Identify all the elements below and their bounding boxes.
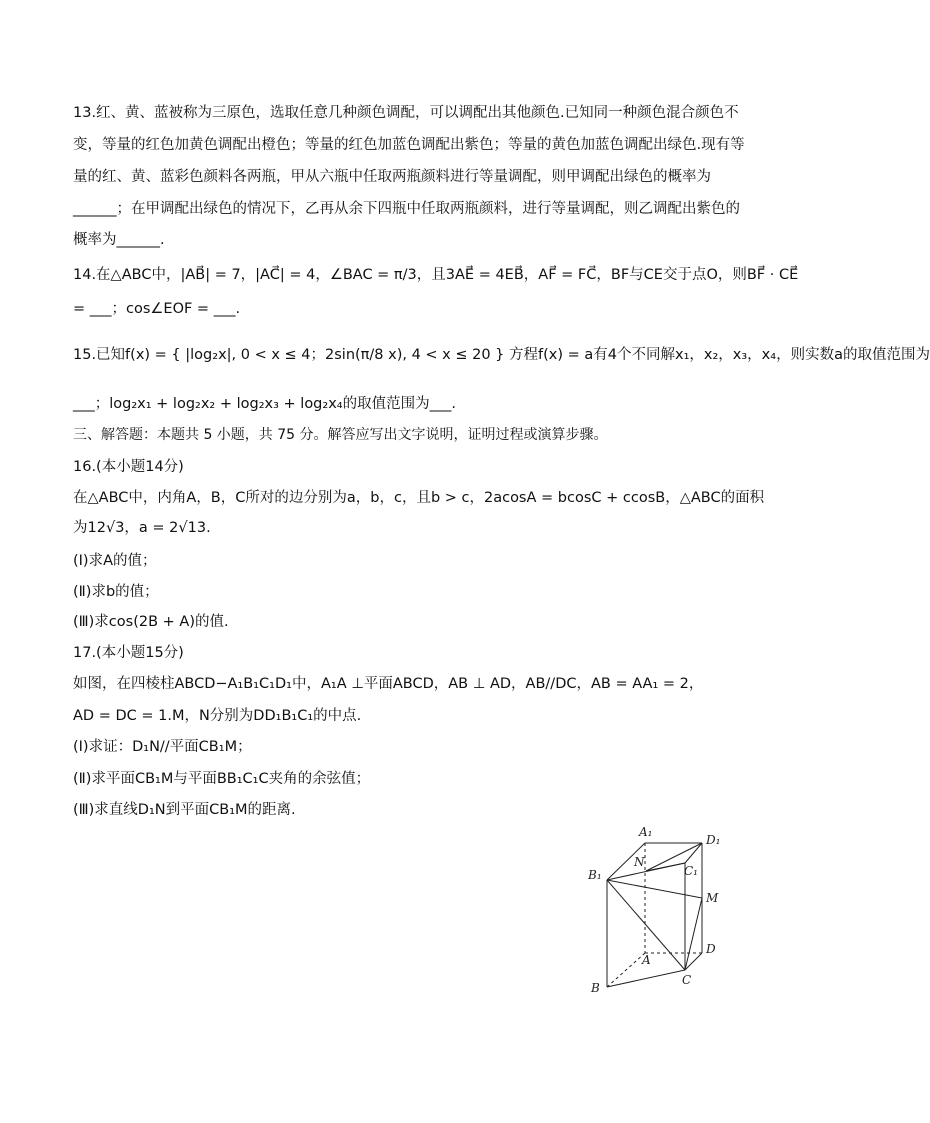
q15-line-2: ___；log₂x₁ + log₂x₂ + log₂x₃ + log₂x₄的取值范围为___. — [73, 396, 456, 412]
label-d: D — [706, 942, 716, 956]
q16-part-3: (Ⅲ)求cos(2B + A)的值. — [73, 614, 229, 630]
section-header: 三、解答题：本题共 5 小题，共 75 分。解答应写出文字说明，证明过程或演算步骤。 — [73, 427, 608, 443]
segment-c-m — [685, 898, 702, 970]
label-a: A — [642, 953, 651, 967]
q16-line-1: 在△ABC中，内角A，B，C所对的边分别为a，b，c，且b > c，2acosA = bcosC + ccosB，△ABC的面积 — [73, 490, 765, 506]
q13-line-3: 量的红、黄、蓝彩色颜料各两瓶，甲从六瓶中任取两瓶颜料进行等量调配，则甲调配出绿色的概率为 — [73, 169, 711, 185]
edge-b-c — [607, 970, 685, 987]
q15-line-1: 15.已知f(x) = { |log₂x|, 0 < x ≤ 4；2sin(π/8 x), 4 < x ≤ 20 } 方程f(x) = a有4个不同解x₁，x₂，x₃，x₄，则实数a的取值范围为 — [73, 347, 930, 363]
q14-line-2: = ___；cos∠EOF = ___. — [73, 301, 241, 317]
q16-title: 16.(本小题14分) — [73, 459, 184, 475]
label-c: C — [682, 973, 692, 987]
q17-line-2: AD = DC = 1.M，N分别为DD₁B₁C₁的中点. — [73, 708, 362, 724]
q17-part-1: (Ⅰ)求证：D₁N//平面CB₁M； — [73, 739, 252, 755]
label-m: M — [706, 891, 719, 905]
q16-part-2: (Ⅱ)求b的值； — [73, 584, 159, 600]
q13-line-4: ______；在甲调配出绿色的情况下，乙再从余下四瓶中任取两瓶颜料，进行等量调配，则乙调配出紫色的 — [73, 201, 740, 217]
segment-n-c1 — [646, 863, 685, 871]
q16-part-1: (Ⅰ)求A的值； — [73, 553, 157, 569]
edge-c-d — [685, 953, 702, 970]
edge-d1-c1 — [685, 843, 702, 863]
q14-line-1: 14.在△ABC中，|AB⃗| = 7，|AC⃗| = 4，∠BAC = π/3，且3AE⃗ = 4EB⃗，AF⃗ = FC⃗，BF与CE交于点O，则BF⃗ · CE⃗ — [73, 267, 799, 283]
label-b1: B₁ — [588, 868, 602, 882]
q17-part-2: (Ⅱ)求平面CB₁M与平面BB₁C₁C夹角的余弦值； — [73, 771, 371, 787]
label-d1: D₁ — [706, 833, 721, 847]
q13-line-5: 概率为______. — [73, 232, 165, 248]
prism-figure — [585, 820, 725, 1000]
q17-title: 17.(本小题15分) — [73, 645, 184, 661]
label-b: B — [591, 981, 600, 995]
prism-diagram — [585, 820, 725, 1000]
segment-b1-m — [607, 880, 702, 898]
hidden-edge-b-a — [607, 953, 645, 987]
q17-line-1: 如图，在四棱柱ABCD−A₁B₁C₁D₁中，A₁A ⊥平面ABCD，AB ⊥ AD，AB//DC，AB = AA₁ = 2， — [73, 676, 704, 692]
q17-part-3: (Ⅲ)求直线D₁N到平面CB₁M的距离. — [73, 802, 296, 818]
label-c1: C₁ — [684, 864, 698, 878]
q13-line-1: 13.红、黄、蓝被称为三原色，选取任意几种颜色调配，可以调配出其他颜色.已知同一种颜色混合颜色不 — [73, 105, 739, 121]
q16-line-2: 为12√3，a = 2√13. — [73, 520, 211, 536]
q13-line-2: 变，等量的红色加黄色调配出橙色；等量的红色加蓝色调配出紫色；等量的黄色加蓝色调配出绿色.现有等 — [73, 137, 745, 153]
label-a1: A₁ — [639, 825, 653, 839]
label-n: N — [634, 855, 645, 869]
